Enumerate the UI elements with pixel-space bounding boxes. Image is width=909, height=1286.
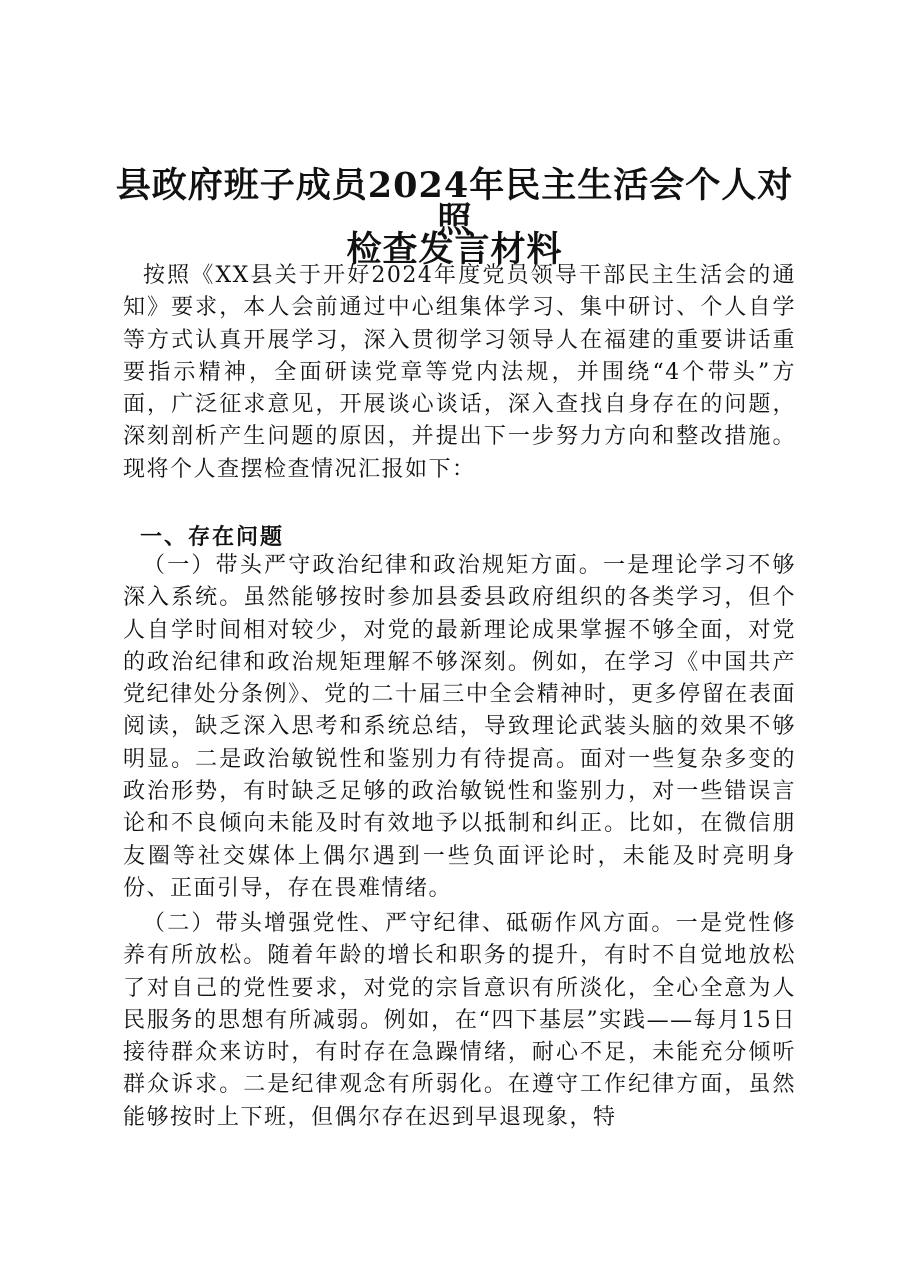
subsection-2-body: 一是党性修养有所放松。随着年龄的增长和职务的提升，有时不自觉地放松了对自己的党性要求，对党的宗旨意识有所淡化，全心全意为人民服务的思想有所减弱。例如，在“四下基层”实践——每月15日接待群众来访时，有时存在急躁情绪，耐心不足，未能充分倾听群众诉求。二是纪律观念有所弱化。在遵守工作纪律方面，虽然能够按时上下班，但偶尔存在迟到早退现象，特: [123, 911, 796, 1130]
document-title-line-1: 县政府班子成员2024年民主生活会个人对照: [115, 165, 794, 241]
document-title-line-2: 检查发言材料: [346, 229, 563, 270]
subsection-1-paragraph: [123, 550, 796, 905]
intro-paragraph: 按照《XX县关于开好2024年度党员领导干部民主生活会的通知》要求，本人会前通过中心组集体学习、集中研讨、个人自学等方式认真开展学习，深入贯彻学习领导人在福建的重要讲话重要指示精神，全面研读党章等党内法规，并围绕“4个带头”方面，广泛征求意见，开展谈心谈话，深入查找自身存在的问题，深刻剖析产生问题的原因，并提出下一步努力方向和整改措施。现将个人查摆检查情况汇报如下：: [123, 263, 796, 482]
subsection-1-lead: （一）带头严守政治纪律和政治规矩方面。: [143, 553, 603, 578]
subsection-1-body: 一是理论学习不够深入系统。虽然能够按时参加县委县政府组织的各类学习，但个人自学时间相对较少，对党的最新理论成果掌握不够全面，对党的政治纪律和政治规矩理解不够深刻。例如，在学习《中国共产党纪律处分条例》、党的二十届三中全会精神时，更多停留在表面阅读，缺乏深入思考和系统总结，导致理论武装头脑的效果不够明显。二是政治敏锐性和鉴别力有待提高。面对一些复杂多变的政治形势，有时缺乏足够的政治敏锐性和鉴别力，对一些错误言论和不良倾向未能及时有效地予以抵制和纠正。比如，在微信朋友圈等社交媒体上偶尔遇到一些负面评论时，未能及时亮明身份、正面引导，存在畏难情绪。: [123, 553, 796, 901]
section-heading-problems: 一、存在问题: [140, 525, 285, 550]
subsection-2-paragraph: [123, 908, 796, 1134]
subsection-2-lead: （二）带头增强党性、严守纪律、砥砺作风方面。: [143, 911, 676, 936]
